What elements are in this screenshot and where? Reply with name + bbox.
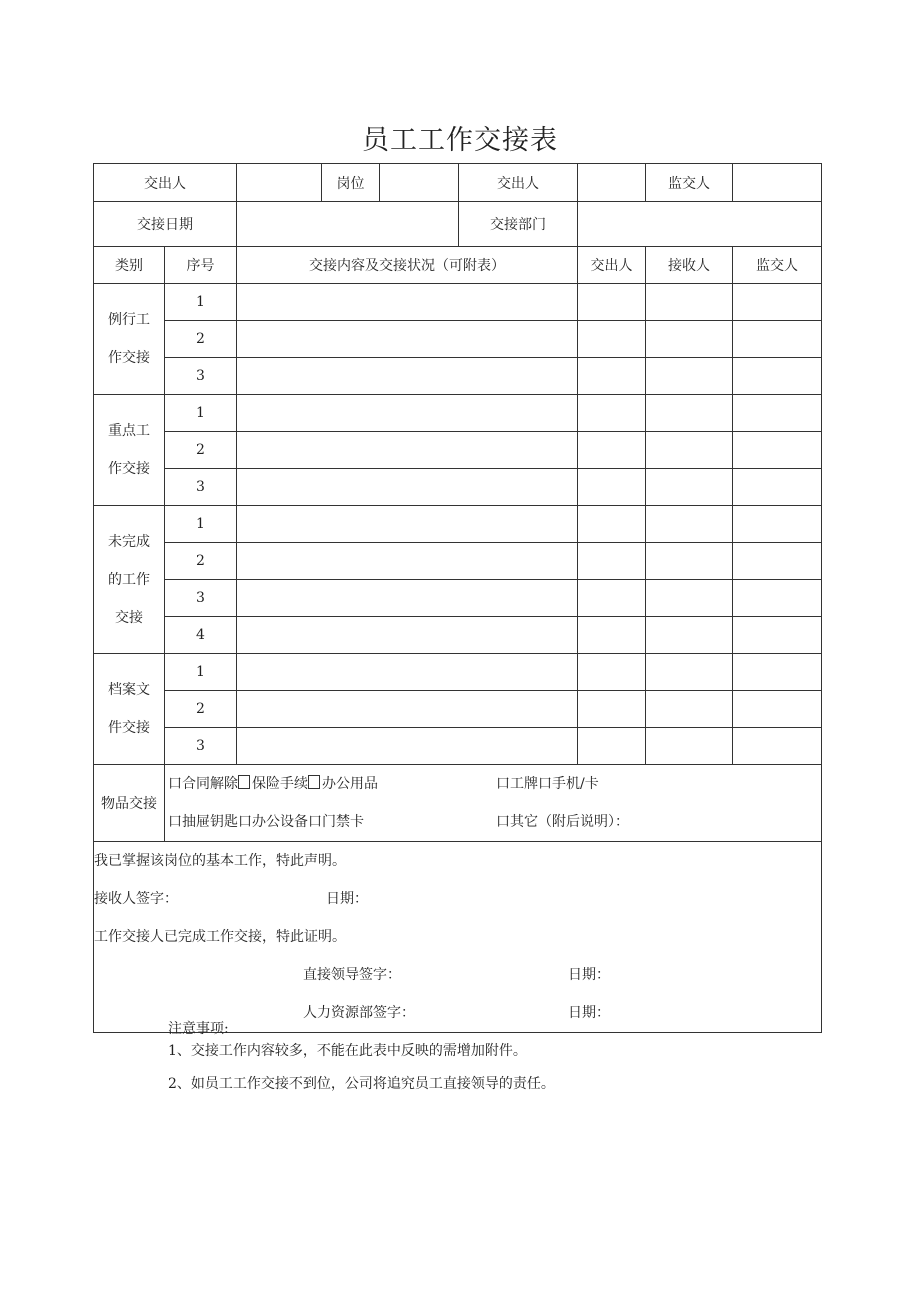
receiver-date-label[interactable]: 日期： bbox=[326, 891, 368, 907]
supervisor-field[interactable] bbox=[733, 164, 822, 202]
receiver-cell[interactable] bbox=[646, 469, 733, 506]
column-header-seq: 序号 bbox=[165, 247, 237, 284]
items-options-badge-phone[interactable]: 口工牌口手机/卡 bbox=[496, 776, 599, 792]
column-header-receiver: 接收人 bbox=[646, 247, 733, 284]
giver-cell[interactable] bbox=[578, 321, 646, 358]
supervisor-cell[interactable] bbox=[733, 284, 822, 321]
receiver-cell[interactable] bbox=[646, 321, 733, 358]
handover-dept-field[interactable] bbox=[578, 202, 822, 247]
supervisor-cell[interactable] bbox=[733, 469, 822, 506]
checkbox-office-supplies[interactable] bbox=[308, 775, 320, 789]
giver-cell[interactable] bbox=[578, 617, 646, 654]
handover-date-field[interactable] bbox=[237, 202, 459, 247]
page-title: 员工工作交接表 bbox=[362, 125, 558, 156]
content-cell[interactable] bbox=[237, 432, 578, 469]
section-label-line: 件交接 bbox=[108, 720, 150, 736]
receiver-cell[interactable] bbox=[646, 580, 733, 617]
decl-line-2 bbox=[94, 880, 821, 918]
position-field[interactable] bbox=[380, 164, 459, 202]
items-line-1 bbox=[165, 765, 821, 803]
giver-cell[interactable] bbox=[578, 728, 646, 765]
row-seq: 3 bbox=[165, 358, 237, 395]
section-routine-label bbox=[94, 284, 165, 395]
row-seq: 2 bbox=[165, 432, 237, 469]
supervisor-cell[interactable] bbox=[733, 395, 822, 432]
section-label-line: 作交接 bbox=[108, 350, 150, 366]
row-seq: 1 bbox=[165, 284, 237, 321]
giver-cell[interactable] bbox=[578, 432, 646, 469]
receiver-sign-label[interactable]: 接收人签字： bbox=[94, 891, 178, 907]
handover-dept-label: 交接部门 bbox=[459, 202, 578, 247]
receiver-cell[interactable] bbox=[646, 654, 733, 691]
giver-cell[interactable] bbox=[578, 654, 646, 691]
supervisor-label: 监交人 bbox=[646, 164, 733, 202]
position-label: 岗位 bbox=[322, 164, 380, 202]
giver-cell[interactable] bbox=[578, 580, 646, 617]
row-seq: 3 bbox=[165, 469, 237, 506]
handover-form-table bbox=[93, 163, 822, 1033]
receiver-cell[interactable] bbox=[646, 617, 733, 654]
items-option-insurance[interactable]: 保险手续 bbox=[252, 776, 308, 792]
receiver-cell[interactable] bbox=[646, 543, 733, 580]
content-cell[interactable] bbox=[237, 543, 578, 580]
giver-cell[interactable] bbox=[578, 691, 646, 728]
supervisor-cell[interactable] bbox=[733, 543, 822, 580]
items-option-contract[interactable]: 口合同解除 bbox=[168, 776, 238, 792]
supervisor-cell[interactable] bbox=[733, 321, 822, 358]
declaration-block bbox=[94, 842, 822, 1033]
row-seq: 1 bbox=[165, 395, 237, 432]
supervisor-cell[interactable] bbox=[733, 506, 822, 543]
supervisor-cell[interactable] bbox=[733, 654, 822, 691]
column-header-content: 交接内容及交接状况（可附表） bbox=[237, 247, 578, 284]
content-cell[interactable] bbox=[237, 728, 578, 765]
handover-person-2-label: 交出人 bbox=[459, 164, 578, 202]
receiver-cell[interactable] bbox=[646, 358, 733, 395]
items-group-1 bbox=[168, 765, 378, 803]
supervisor-cell[interactable] bbox=[733, 432, 822, 469]
receiver-cell[interactable] bbox=[646, 691, 733, 728]
receiver-cell[interactable] bbox=[646, 432, 733, 469]
items-options-keys-equipment-access[interactable]: 口抽屉钥匙口办公设备口门禁卡 bbox=[168, 814, 364, 830]
hr-sign-label[interactable]: 人力资源部签字： bbox=[303, 1005, 415, 1021]
row-seq: 1 bbox=[165, 506, 237, 543]
giver-cell[interactable] bbox=[578, 543, 646, 580]
section-key-work-label bbox=[94, 395, 165, 506]
section-label-line: 例行工 bbox=[108, 312, 150, 328]
content-cell[interactable] bbox=[237, 654, 578, 691]
content-cell[interactable] bbox=[237, 506, 578, 543]
content-cell[interactable] bbox=[237, 691, 578, 728]
section-unfinished-label bbox=[94, 506, 165, 654]
supervisor-cell[interactable] bbox=[733, 691, 822, 728]
handover-person-2-field[interactable] bbox=[578, 164, 646, 202]
handover-date-label: 交接日期 bbox=[94, 202, 237, 247]
content-cell[interactable] bbox=[237, 580, 578, 617]
note-1: 1、交接工作内容较多，不能在此表中反映的需增加附件。 bbox=[168, 1043, 527, 1059]
decl-line-4 bbox=[94, 956, 821, 994]
decl-line-3 bbox=[94, 918, 821, 956]
receiver-statement: 我已掌握该岗位的基本工作，特此声明。 bbox=[94, 853, 346, 869]
giver-cell[interactable] bbox=[578, 284, 646, 321]
handover-person-label: 交出人 bbox=[94, 164, 237, 202]
hr-date-label[interactable]: 日期： bbox=[568, 1005, 610, 1021]
leader-date-label[interactable]: 日期： bbox=[568, 967, 610, 983]
row-seq: 3 bbox=[165, 580, 237, 617]
supervisor-cell[interactable] bbox=[733, 358, 822, 395]
row-seq: 1 bbox=[165, 654, 237, 691]
content-cell[interactable] bbox=[237, 617, 578, 654]
receiver-cell[interactable] bbox=[646, 284, 733, 321]
items-line-2 bbox=[165, 803, 821, 841]
section-label-line: 作交接 bbox=[108, 461, 150, 477]
content-cell[interactable] bbox=[237, 395, 578, 432]
note-2: 2、如员工工作交接不到位，公司将追究员工直接领导的责任。 bbox=[168, 1076, 555, 1092]
decl-line-1 bbox=[94, 842, 821, 880]
column-header-category: 类别 bbox=[94, 247, 165, 284]
items-option-other[interactable]: 口其它（附后说明）： bbox=[496, 814, 629, 830]
row-seq: 2 bbox=[165, 691, 237, 728]
section-label-line: 重点工 bbox=[108, 423, 150, 439]
giver-cell[interactable] bbox=[578, 358, 646, 395]
receiver-cell[interactable] bbox=[646, 395, 733, 432]
column-header-supervisor: 监交人 bbox=[733, 247, 822, 284]
row-seq: 3 bbox=[165, 728, 237, 765]
items-checklist bbox=[165, 765, 822, 842]
column-header-giver: 交出人 bbox=[578, 247, 646, 284]
giver-cell[interactable] bbox=[578, 395, 646, 432]
content-cell[interactable] bbox=[237, 469, 578, 506]
content-cell[interactable] bbox=[237, 321, 578, 358]
supervisor-cell[interactable] bbox=[733, 728, 822, 765]
content-cell[interactable] bbox=[237, 358, 578, 395]
receiver-cell[interactable] bbox=[646, 506, 733, 543]
notes-heading: 注意事项: bbox=[168, 1021, 229, 1037]
section-label-line: 交接 bbox=[115, 609, 143, 626]
notes-section bbox=[168, 1020, 555, 1096]
row-seq: 2 bbox=[165, 543, 237, 580]
row-seq: 2 bbox=[165, 321, 237, 358]
supervisor-cell[interactable] bbox=[733, 580, 822, 617]
row-seq: 4 bbox=[165, 617, 237, 654]
section-label-line: 档案文 bbox=[108, 682, 150, 698]
supervisor-cell[interactable] bbox=[733, 617, 822, 654]
section-archive-label bbox=[94, 654, 165, 765]
content-cell[interactable] bbox=[237, 284, 578, 321]
giver-cell[interactable] bbox=[578, 506, 646, 543]
items-option-office-supplies[interactable]: 办公用品 bbox=[322, 776, 378, 792]
section-label-line: 未完成 bbox=[108, 533, 150, 550]
receiver-cell[interactable] bbox=[646, 728, 733, 765]
giver-statement: 工作交接人已完成工作交接，特此证明。 bbox=[94, 929, 346, 945]
section-label-line: 的工作 bbox=[108, 571, 150, 588]
handover-person-field[interactable] bbox=[237, 164, 322, 202]
leader-sign-label[interactable]: 直接领导签字： bbox=[303, 967, 401, 983]
items-handover-label: 物品交接 bbox=[94, 765, 165, 842]
giver-cell[interactable] bbox=[578, 469, 646, 506]
checkbox-insurance[interactable] bbox=[238, 775, 250, 789]
